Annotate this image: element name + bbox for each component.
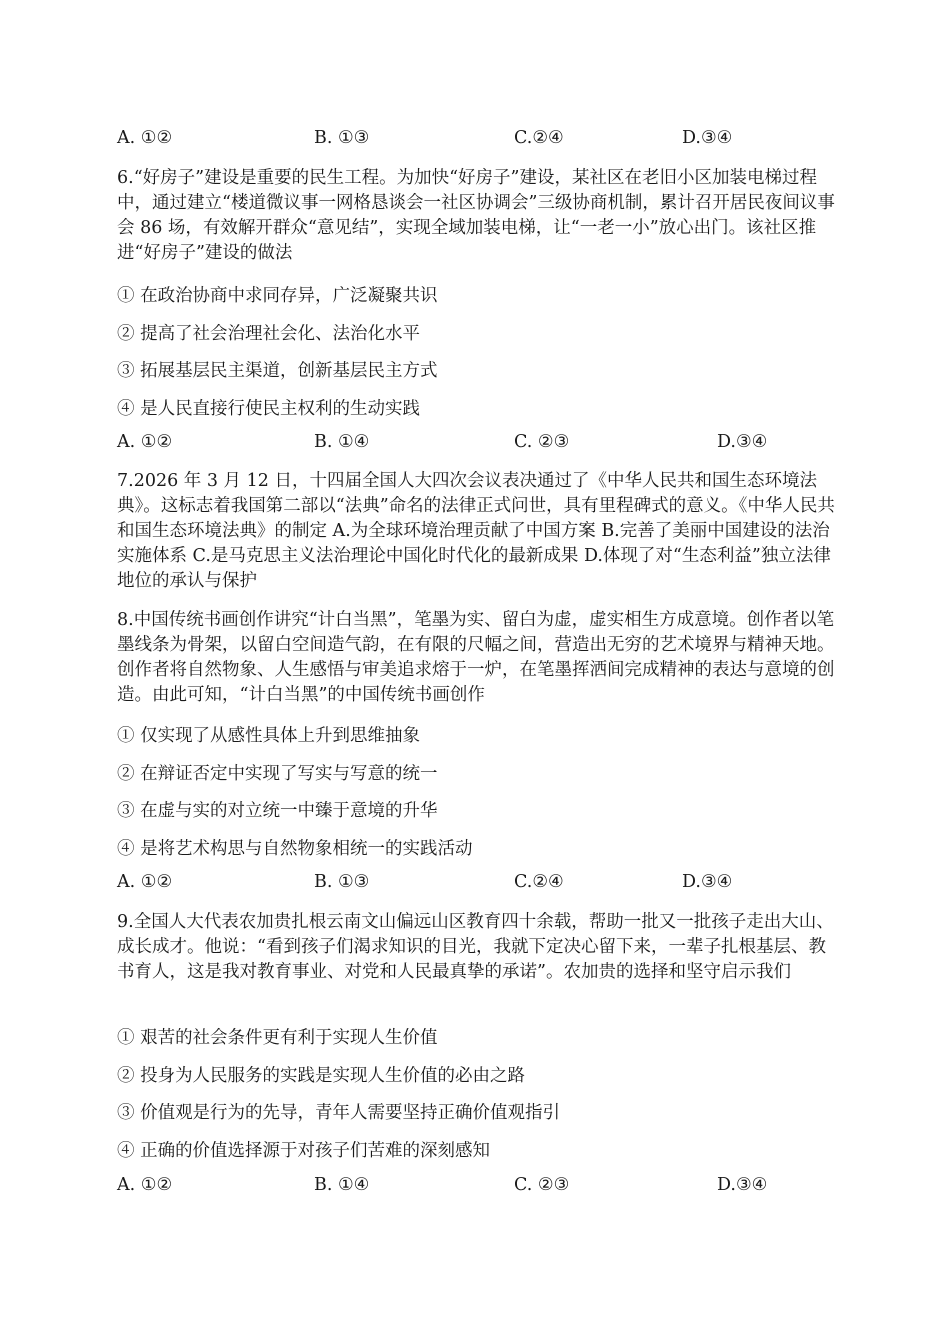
q6-option-c[interactable]: C. ②③ — [514, 432, 570, 452]
q9-option-d[interactable]: D.③④ — [717, 1175, 768, 1195]
q8-option-d[interactable]: D.③④ — [682, 872, 733, 892]
q8-statement-2: ② 在辩证否定中实现了写实与写意的统一 — [117, 764, 438, 784]
q7-question-text: 7.2026 年 3 月 12 日，十四届全国人大四次会议表决通过了《中华人民共和国生态环境法典》。这标志着我国第二部以“法典”命名的法律正式问世，具有里程碑式的意义。《中华人民共和国生态环境法典》的制定 A.为全球环境治理贡献了中国方案 B.完善了美丽中国建设的法治实施体系 C.是马克思主义法治理论中国化时代化的最新成果 D.体现了对“生态利益”独立法律地位的承认与保护 — [117, 471, 835, 591]
q5-option-d[interactable]: D.③④ — [682, 128, 733, 148]
q9-statement-2: ② 投身为人民服务的实践是实现人生价值的必由之路 — [117, 1066, 526, 1086]
q9-option-a[interactable]: A. ①② — [117, 1175, 173, 1195]
q9-question-text: 9.全国人大代表农加贵扎根云南文山偏远山区教育四十余载，帮助一批又一批孩子走出大山、成长成才。他说：“看到孩子们渴求知识的目光，我就下定决心留下来，一辈子扎根基层、教书育人，这是我对教育事业、对党和人民最真挚的承诺”。农加贵的选择和坚守启示我们 — [117, 912, 834, 982]
q8-options — [117, 872, 837, 898]
q8-option-a[interactable]: A. ①② — [117, 872, 173, 892]
q8-question-text: 8.中国传统书画创作讲究“计白当黑”，笔墨为实、留白为虚，虚实相生方成意境。创作者以笔墨线条为骨架，以留白空间造气韵，在有限的尺幅之间，营造出无穷的艺术境界与精神天地。创作者将自然物象、人生感悟与审美追求熔于一炉，在笔墨挥洒间完成精神的表达与意境的创造。由此可知，“计白当黑”的中国传统书画创作 — [117, 610, 835, 705]
q8-statement-3: ③ 在虚与实的对立统一中臻于意境的升华 — [117, 801, 438, 821]
q9-option-c[interactable]: C. ②③ — [514, 1175, 570, 1195]
q6-option-a[interactable]: A. ①② — [117, 432, 173, 452]
q6-question-text: 6.“好房子”建设是重要的民生工程。为加快“好房子”建设，某社区在老旧小区加装电梯过程中，通过建立“楼道微议事一网格恳谈会一社区协调会”三级协商机制，累计召开居民夜间议事会 86 场，有效解开群众“意见结”，实现全域加装电梯，让“一老一小”放心出门。该社区推进“好房子”建设的做法 — [117, 168, 835, 263]
q6-option-d[interactable]: D.③④ — [717, 432, 768, 452]
q6-options — [117, 432, 837, 458]
q8-option-c[interactable]: C.②④ — [514, 872, 564, 892]
q6-statement-3: ③ 拓展基层民主渠道，创新基层民主方式 — [117, 361, 438, 381]
q6-statement-4: ④ 是人民直接行使民主权利的生动实践 — [117, 399, 421, 419]
q8-statement-4: ④ 是将艺术构思与自然物象相统一的实践活动 — [117, 839, 473, 859]
q9-statement-1: ① 艰苦的社会条件更有利于实现人生价值 — [117, 1028, 438, 1048]
q5-option-b[interactable]: B. ①③ — [314, 128, 370, 148]
q6-statement-1: ① 在政治协商中求同存异，广泛凝聚共识 — [117, 286, 438, 306]
q9-statement-4: ④ 正确的价值选择源于对孩子们苦难的深刻感知 — [117, 1141, 491, 1161]
q9-options — [117, 1175, 837, 1201]
q8-option-b[interactable]: B. ①③ — [314, 872, 370, 892]
q8-statement-1: ① 仅实现了从感性具体上升到思维抽象 — [117, 726, 421, 746]
q5-option-c[interactable]: C.②④ — [514, 128, 564, 148]
q9-statement-3: ③ 价值观是行为的先导，青年人需要坚持正确价值观指引 — [117, 1103, 561, 1123]
q6-statement-2: ② 提高了社会治理社会化、法治化水平 — [117, 324, 421, 344]
q9-option-b[interactable]: B. ①④ — [314, 1175, 370, 1195]
q6-option-b[interactable]: B. ①④ — [314, 432, 370, 452]
q5-option-a[interactable]: A. ①② — [117, 128, 173, 148]
q5-options — [117, 128, 837, 154]
